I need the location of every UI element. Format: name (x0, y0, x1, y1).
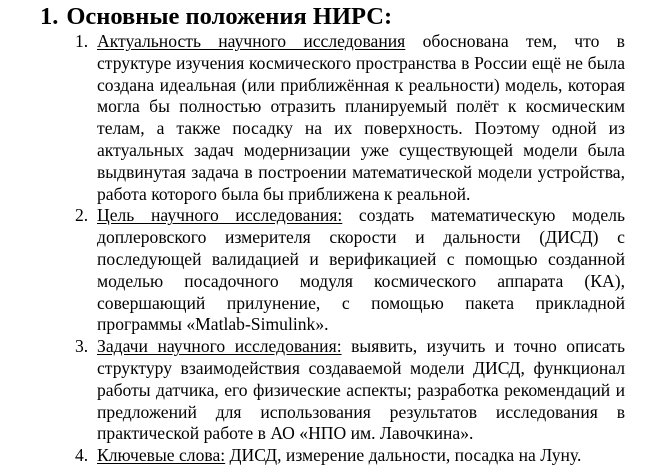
list-item-goal (75, 205, 625, 336)
key-term: Ключевые слова: (97, 445, 226, 466)
list-marker: 3. (75, 336, 89, 357)
list-item-keywords (75, 445, 625, 467)
list-marker: 4. (75, 445, 89, 466)
section-title: Основные положения НИРС: (66, 3, 393, 30)
list-item-relevance (75, 31, 625, 205)
item-text: выявить, изучить и точно описать структуру взаимодействия создаваемой модели ДИСД, функционал работы датчика, его физические аспекты; разработка рекомендаций и предложений для использования результатов исследования в практической работе в АО «НПО им. Лавочкина». (97, 336, 625, 444)
item-text: ДИСД, измерение дальности, посадка на Луну. (225, 445, 582, 466)
list-item-tasks (75, 336, 625, 445)
list-marker: 2. (75, 205, 89, 226)
key-term: Цель научного исследования: (97, 205, 343, 226)
key-term: Актуальность научного исследования (97, 31, 406, 51)
section-number: 1. (40, 3, 59, 30)
key-term: Задачи научного исследования: (97, 336, 342, 357)
item-text: обоснована тем, что в структуре изучения космического пространства в России ещё не была создана идеальная (или приближённая к реальности) модель, которая могла бы полностью отразить планируемый полёт к космическим телам, а также посадку на их поверхность. Поэтому одной из актуальных задач модернизации уже существующей модели была выдвинутая задача в построении математической модели устройства, работа которого была бы приближена к реальной. (97, 31, 625, 204)
list-marker: 1. (75, 31, 89, 51)
numbered-list (0, 31, 666, 467)
item-text: создать математическую модель доплеровского измерителя скорости и дальности (ДИСД) с последующей валидацией и верификацией с помощью созданной моделью посадочного модуля космического аппарата (КА), совершающий прилунение, с помощью пакета прикладной программы «Matlab-Simulink». (97, 205, 625, 335)
section-heading (40, 3, 392, 31)
